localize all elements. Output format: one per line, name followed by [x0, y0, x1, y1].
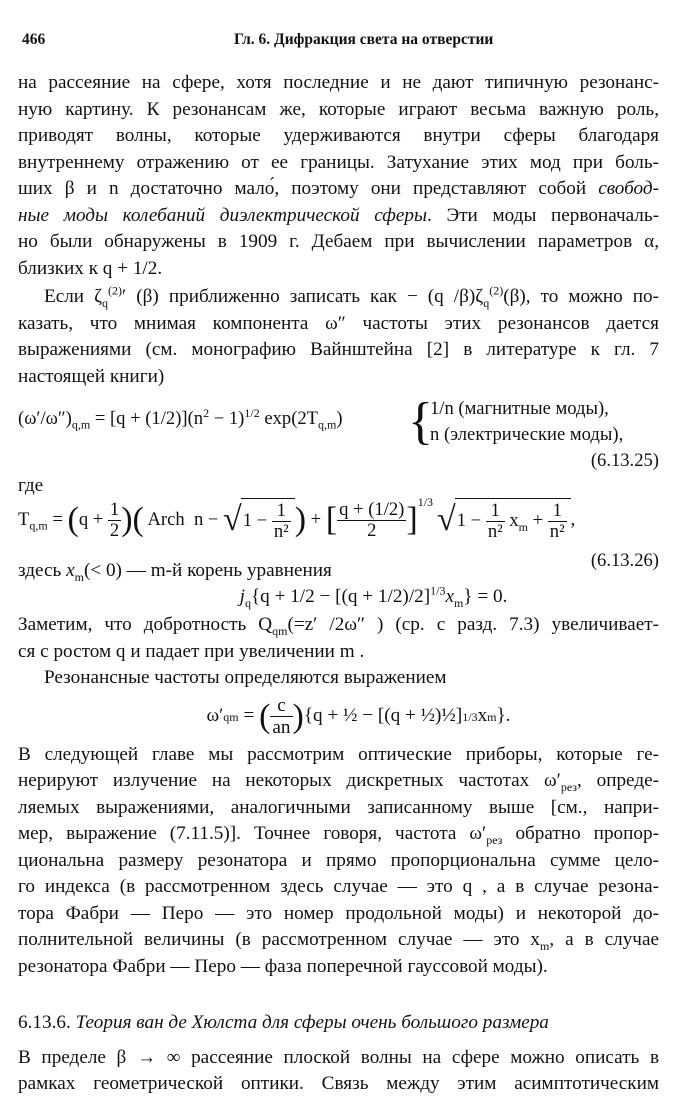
subscript: q — [102, 295, 109, 310]
text-span: Если ζ — [44, 286, 103, 307]
numerator: q + (1/2) — [339, 498, 405, 520]
text-line: рамках геометрической оптики. Связь между этим асимптотическим — [18, 1073, 659, 1094]
text-span: нерируют излучение на некоторых дискретных частотах ω′ — [18, 770, 561, 791]
equation-6-13-26 — [18, 496, 659, 558]
fraction — [337, 500, 406, 542]
t-symbol — [18, 507, 48, 534]
text-span: (< 0) — m-й корень уравнения — [83, 560, 332, 581]
text-span: Заметим, что добротность Q — [18, 614, 273, 635]
fraction — [108, 500, 121, 542]
text-span: , опреде- — [577, 770, 659, 791]
text-line: на рассеяние на сфере, хотя последние и не дают типичную резонанс- — [18, 72, 659, 93]
italic-term: ные моды колебаний диэлектрической сферы — [18, 204, 428, 226]
numerator: 1 — [272, 501, 291, 522]
subscript: q,m — [318, 417, 337, 432]
xm-text — [18, 558, 332, 585]
italic-term: свобод- — [598, 178, 659, 199]
text-line: настоящей книги) — [18, 365, 165, 387]
curly-brace: { — [408, 393, 433, 450]
denominator: 2 — [367, 519, 377, 541]
superscript: (2) — [489, 283, 504, 298]
running-title: Гл. 6. Дифракция света на отверстии — [234, 31, 494, 48]
numerator: 1 — [486, 501, 505, 522]
subscript: qm — [272, 623, 288, 638]
text-span: обратно пропор- — [502, 823, 659, 844]
text-line: ную картину. К резонансам же, которые играют весьма важную роль, — [18, 98, 659, 120]
text-span: , — [570, 509, 576, 531]
text-line: но были обнаружены в 1909 г. Дебаем при вычислении параметров α, — [18, 231, 659, 252]
text-span: = — [47, 509, 68, 531]
page-number: 466 — [22, 31, 46, 48]
superscript: 2 — [203, 405, 210, 420]
subscript: рез — [560, 779, 578, 794]
text-span: (ω′/ω″) — [18, 408, 72, 429]
fraction — [272, 501, 291, 543]
text-line: близких к q + 1/2. — [18, 257, 163, 279]
subscript: m — [540, 938, 550, 953]
paragraph-4 — [18, 665, 659, 692]
text-span: здесь — [18, 560, 67, 581]
case-electric: n (электрические моды), — [430, 424, 624, 445]
xm-line — [18, 550, 659, 584]
text-span: . Эти моды первоначаль- — [427, 204, 659, 226]
superscript: (2) — [108, 283, 123, 298]
subscript: q — [244, 595, 251, 610]
text-span: {q + 1/2 − [(q + 1/2)/2] — [250, 586, 431, 607]
text-span: ших β и n достаточно мало́, поэтому они представляют собой — [18, 178, 599, 199]
text-span: Arch n − — [143, 509, 224, 531]
text-line: В следующей главе мы рассмотрим оптические приборы, которые ге- — [18, 743, 659, 765]
section-number: 6.13.6. — [18, 1012, 76, 1033]
fraction — [548, 501, 567, 543]
text-span: q + — [78, 509, 108, 531]
denominator: 2 — [109, 519, 120, 541]
subscript: рез — [486, 832, 503, 847]
text-line: приводят волны, которые удерживаются внутри сферы благодаря — [18, 125, 659, 146]
text-span: + — [527, 510, 548, 532]
page-body — [18, 70, 659, 1098]
text-span: T — [18, 509, 30, 531]
equation-body: $T_{q,m}$ = ( q + $\frac{1}{2}$ )( Arch n − √ 1 − $\frac{1}{\text{n²}}$ ) + [ $\frac{q + (1/2)}{2}$ ] 1/3 √ 1 − $\frac{1}{\text{n²}}$ $x_m$ + $\frac{1}{\text{n²}}$ , — [18, 495, 576, 543]
paren: )( — [121, 501, 144, 539]
denominator: n² — [487, 521, 503, 543]
text-span: полнительной величины (в рассмотренном случае — это x — [18, 929, 541, 950]
paren: ) — [294, 501, 307, 539]
text-line — [18, 768, 659, 795]
text-span: = — [238, 705, 260, 727]
text-line: Резонансные частоты определяются выражением — [44, 667, 447, 688]
text-span: ′ (β) приближенно записать как − (q /β)ζ — [122, 286, 484, 307]
paren: ( — [259, 697, 271, 735]
superscript: 1/2 — [244, 405, 260, 420]
subscript: m — [518, 519, 528, 534]
text-span: 1 − — [242, 510, 272, 532]
equation-number: (6.13.26) — [590, 550, 659, 571]
subscript: q,m — [71, 417, 91, 432]
text-span: − 1) — [209, 408, 245, 429]
paragraph-3 — [18, 612, 659, 665]
paragraph-5 — [18, 742, 659, 981]
text-span: (=z′ /2ω″ ) (ср. с разд. 7.3) увеличивает- — [287, 614, 659, 635]
text-line — [18, 203, 659, 230]
text-span: }. — [496, 705, 511, 727]
paren: ) — [292, 697, 304, 735]
equation-root — [18, 584, 659, 612]
numerator: c — [270, 695, 292, 717]
text-span: ω′ — [206, 705, 224, 727]
text-span: 1 − — [456, 510, 486, 532]
italic-term: x — [66, 560, 75, 581]
equation-resonance: ω′ qm = ( $\frac{c}{an}$ ) {q + ½ − [(q + ½)½] 1/3 x m }. — [206, 694, 511, 738]
text-line — [18, 284, 659, 311]
page-header — [22, 31, 652, 53]
italic-term: x — [445, 586, 455, 607]
text-span: x — [504, 510, 519, 532]
text-span: мер, выражение (7.11.5)]. Точнее говоря, частота ω′ — [18, 823, 487, 844]
text-line: циональна размеру резонатора и прямо пропорциональна сумме цело- — [18, 849, 659, 871]
sqrt-body — [455, 498, 571, 543]
text-line: го индекса (в рассмотренном здесь случае — это q , а в случае резона- — [18, 876, 659, 897]
paren: ( — [67, 501, 79, 539]
denominator: n² — [273, 521, 289, 543]
case-magnetic: 1/n (магнитные моды), — [430, 398, 609, 419]
paragraph-2 — [18, 284, 659, 390]
subscript: q — [483, 295, 490, 310]
fraction — [486, 501, 505, 543]
text-line: тора Фабри — Перо — это номер продольной моды) и некоторой до- — [18, 902, 659, 924]
paragraph-6 — [18, 1045, 659, 1098]
equation-6-13-25 — [18, 393, 659, 472]
where-label: где — [18, 475, 44, 496]
italic-term: j — [239, 586, 245, 607]
paragraph-1 — [18, 70, 659, 282]
denominator: n² — [549, 521, 565, 543]
numerator: 1 — [548, 501, 567, 522]
subscript: m — [74, 569, 84, 584]
text-line: внутреннему отражению от ее границы. Затухание этих мод при боль- — [18, 151, 659, 173]
text-span: {q + ½ − [(q + ½)½] — [303, 705, 463, 727]
text-line: выражениями (см. монографию Вайнштейна [2] в литературе к гл. 7 — [18, 339, 659, 360]
text-span: x — [477, 705, 488, 727]
fraction — [270, 695, 292, 738]
superscript: 1/3 — [430, 583, 446, 598]
text-line: резонатора Фабри — Перо — фаза поперечной гауссовой моды). — [18, 955, 548, 977]
text-span: ) — [336, 408, 343, 429]
subscript: q,m — [29, 518, 48, 533]
text-span: exp(2T — [259, 408, 319, 429]
denominator: an — [272, 717, 291, 738]
section-heading — [18, 1010, 659, 1037]
text-span: } = 0. — [463, 586, 508, 607]
text-line — [18, 927, 659, 954]
text-line: В пределе β → ∞ рассеяние плоской волны на сфере можно описать в — [18, 1046, 659, 1068]
text-span: , а в случае — [549, 929, 659, 950]
bracket: ] — [406, 501, 418, 539]
text-span: = [q + (1/2)](n — [90, 408, 204, 429]
equation-number: (6.13.25) — [590, 450, 659, 471]
subscript: m — [454, 595, 464, 610]
radical-sign: √ — [437, 501, 456, 539]
text-line: казать, что мнимая компонента ω″ частоты этих резонансов дается — [18, 312, 659, 334]
equation-lhs — [18, 406, 343, 433]
radical-sign: √ — [223, 501, 242, 539]
section-title: Теория ван де Хюлста для сферы очень большого размера — [75, 1012, 549, 1033]
text-line: ся с ростом q и падает при увеличении m . — [18, 640, 365, 662]
text-line: ляемых выражениями, аналогичными записанному выше [см., напри- — [18, 796, 659, 818]
text-line — [18, 176, 659, 203]
text-line — [18, 821, 659, 848]
text-span: + — [306, 509, 326, 531]
numerator: 1 — [109, 498, 120, 520]
text-line — [18, 612, 659, 639]
sqrt-body — [241, 498, 295, 543]
text-span: (β), то можно по- — [503, 286, 659, 307]
bracket: [ — [325, 501, 338, 539]
